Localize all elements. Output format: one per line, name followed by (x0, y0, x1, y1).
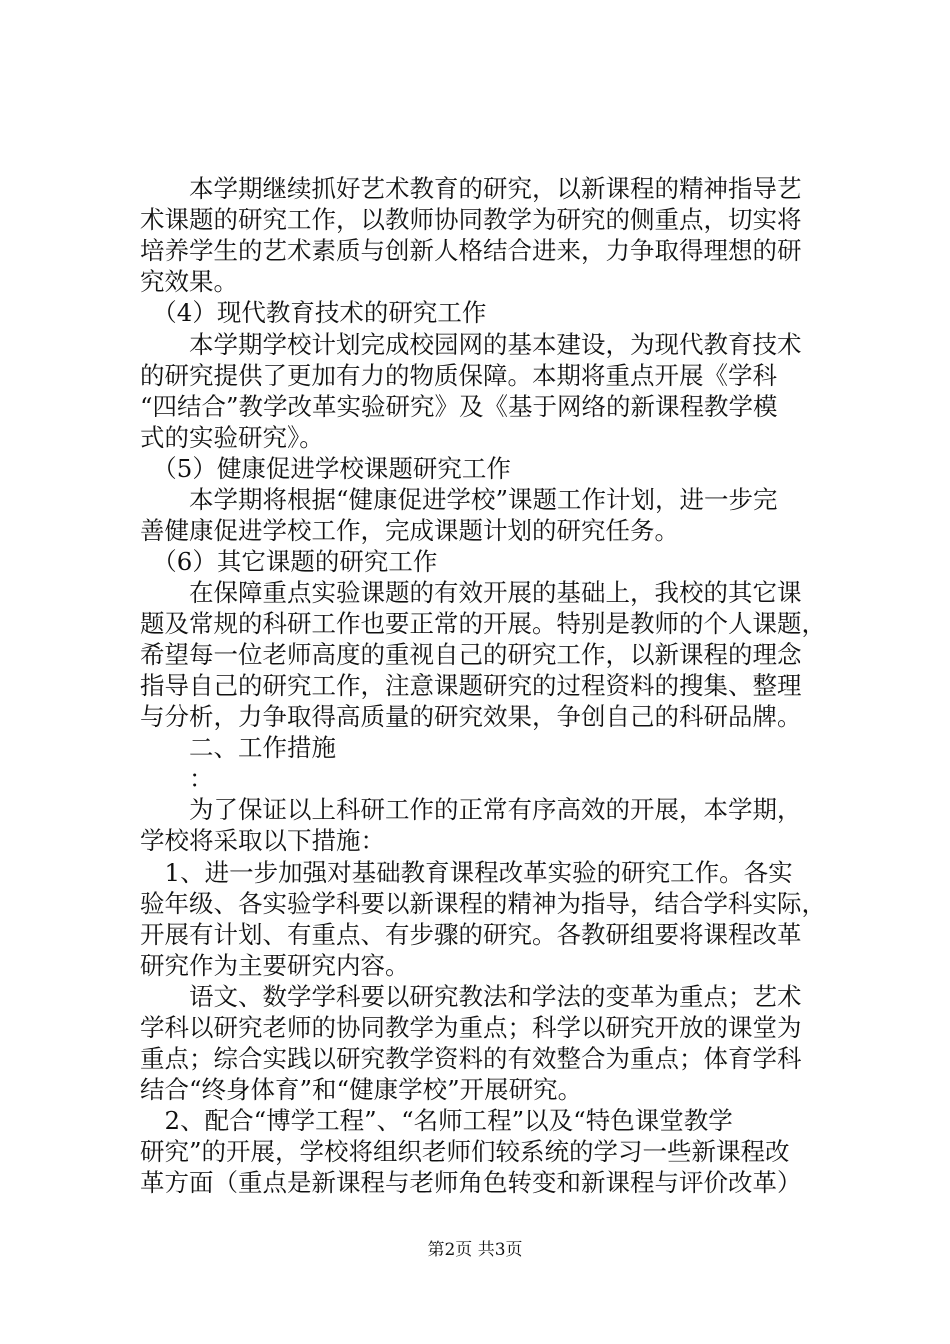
text-line: 革方面（重点是新课程与老师角色转变和新课程与评价改革） (140, 1168, 802, 1197)
section-heading: （6）其它课题的研究工作 (140, 547, 438, 576)
text-line: 2、配合“博学工程”、“名师工程”以及“特色课堂教学 (140, 1106, 733, 1135)
text-line: 术课题的研究工作，以教师协同教学为研究的侧重点，切实将 (140, 205, 802, 234)
section-heading: （4）现代教育技术的研究工作 (140, 298, 487, 327)
text-line: 题及常规的科研工作也要正常的开展。特别是教师的个人课题， (140, 609, 826, 638)
text-line: 培养学生的艺术素质与创新人格结合进来，力争取得理想的研 (140, 236, 802, 265)
text-line: 本学期学校计划完成校园网的基本建设，为现代教育技术 (140, 330, 802, 359)
text-line: 的研究提供了更加有力的物质保障。本期将重点开展《学科 (140, 361, 777, 390)
text-line: 为了保证以上科研工作的正常有序高效的开展，本学期， (140, 795, 802, 824)
text-line: 式的实验研究》。 (140, 423, 324, 452)
text-line: 1、进一步加强对基础教育课程改革实验的研究工作。各实 (140, 858, 793, 887)
text-line: 重点；综合实践以研究教学资料的有效整合为重点；体育学科 (140, 1044, 802, 1073)
text-line: 本学期将根据“健康促进学校”课题工作计划，进一步完 (140, 485, 778, 514)
text-line: 研究”的开展，学校将组织老师们较系统的学习一些新课程改 (140, 1137, 790, 1166)
section-heading: 二、工作措施 (140, 733, 336, 762)
page-footer: 第2页 共3页 (427, 1240, 523, 1260)
section-heading: （5）健康促进学校课题研究工作 (140, 454, 511, 483)
text-line: ： (140, 764, 214, 793)
text-line: 与分析，力争取得高质量的研究效果，争创自己的科研品牌。 (140, 702, 802, 731)
text-line: 学校将采取以下措施： (140, 826, 385, 855)
text-line: 学科以研究老师的协同教学为重点；科学以研究开放的课堂为 (140, 1013, 802, 1042)
text-line: “四结合”教学改革实验研究》及《基于网络的新课程教学模 (140, 392, 778, 421)
text-line: 究效果。 (140, 267, 238, 296)
text-line: 结合“终身体育”和“健康学校”开展研究。 (140, 1075, 583, 1104)
text-line: 语文、数学学科要以研究教法和学法的变革为重点；艺术 (140, 982, 802, 1011)
text-line: 研究作为主要研究内容。 (140, 951, 410, 980)
text-line: 指导自己的研究工作，注意课题研究的过程资料的搜集、整理 (140, 671, 802, 700)
text-line: 本学期继续抓好艺术教育的研究，以新课程的精神指导艺 (140, 174, 802, 203)
text-line: 希望每一位老师高度的重视自己的研究工作，以新课程的理念 (140, 640, 802, 669)
text-line: 验年级、各实验学科要以新课程的精神为指导，结合学科实际， (140, 889, 826, 918)
text-line: 开展有计划、有重点、有步骤的研究。各教研组要将课程改革 (140, 920, 802, 949)
text-line: 在保障重点实验课题的有效开展的基础上，我校的其它课 (140, 578, 802, 607)
text-line: 善健康促进学校工作，完成课题计划的研究任务。 (140, 516, 679, 545)
